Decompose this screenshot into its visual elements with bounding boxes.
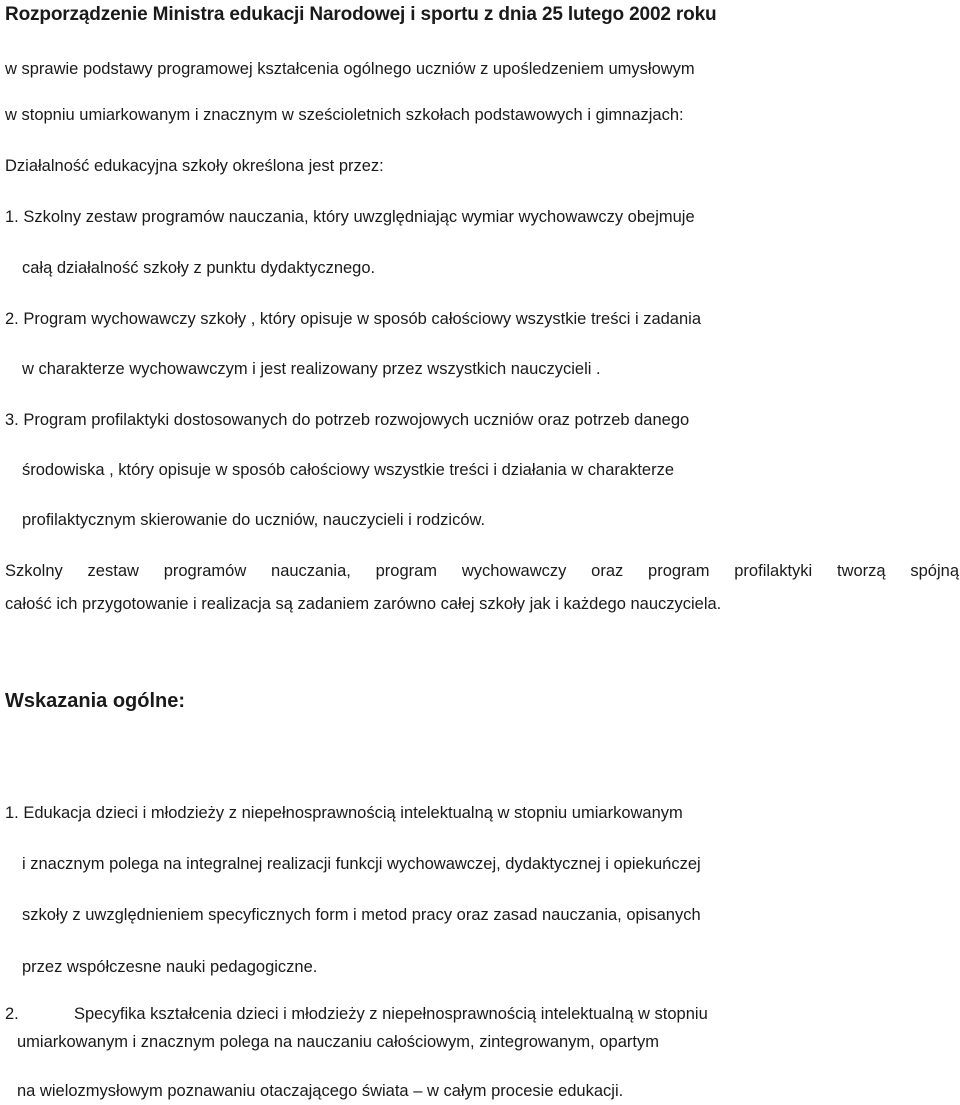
list-item-line: 2. Program wychowawczy szkoły , który opisuje w sposób całościowy wszystkie treści i zadania: [5, 310, 701, 328]
list-item-line: profilaktycznym skierowanie do uczniów, nauczycieli i rodziców.: [22, 511, 486, 529]
list-item-line: 1. Szkolny zestaw programów nauczania, który uwzględniając wymiar wychowawczy obejmuje: [5, 208, 695, 226]
guideline-line: na wielozmysłowym poznawaniu otaczającego świata – w całym procesie edukacji.: [17, 1082, 624, 1100]
guideline-line: i znacznym polega na integralnej realizacji funkcji wychowawczej, dydaktycznej i opiekuńczej: [22, 855, 701, 873]
intro-line: w stopniu umiarkowanym i znacznym w sześcioletnich szkołach podstawowych i gimnazjach:: [5, 106, 684, 124]
section-heading: Wskazania ogólne:: [5, 690, 186, 712]
guideline-number: 2.: [5, 1005, 19, 1023]
summary-line: całość ich przygotowanie i realizacja są zadaniem zarówno całej szkoły jak i każdego nauczyciela.: [5, 595, 722, 613]
document-title: Rozporządzenie Ministra edukacji Narodowej i sportu z dnia 25 lutego 2002 roku: [5, 4, 717, 25]
guideline-line: szkoły z uwzględnieniem specyficznych form i metod pracy oraz zasad nauczania, opisanych: [22, 906, 701, 924]
guideline-line: Specyfika kształcenia dzieci i młodzieży z niepełnosprawnością intelektualną w stopniu: [74, 1005, 708, 1023]
summary-line: Szkolny zestaw programów nauczania, program wychowawczy oraz program profilaktyki tworzą spójną: [5, 562, 959, 580]
list-item-line: całą działalność szkoły z punktu dydaktycznego.: [22, 259, 376, 277]
guideline-line: umiarkowanym i znacznym polega na nauczaniu całościowym, zintegrowanym, opartym: [17, 1033, 659, 1051]
list-item-line: 3. Program profilaktyki dostosowanych do potrzeb rozwojowych uczniów oraz potrzeb danego: [5, 411, 690, 429]
intro-line: w sprawie podstawy programowej kształcenia ogólnego uczniów z upośledzeniem umysłowym: [5, 60, 695, 78]
intro-line: Działalność edukacyjna szkoły określona jest przez:: [5, 157, 384, 175]
guideline-line: 1. Edukacja dzieci i młodzieży z niepełnosprawnością intelektualną w stopniu umiarkowanym: [5, 804, 683, 822]
guideline-line: przez współczesne nauki pedagogiczne.: [22, 958, 318, 976]
list-item-line: środowiska , który opisuje w sposób całościowy wszystkie treści i działania w charakterze: [22, 461, 674, 479]
list-item-line: w charakterze wychowawczym i jest realizowany przez wszystkich nauczycieli .: [22, 360, 601, 378]
